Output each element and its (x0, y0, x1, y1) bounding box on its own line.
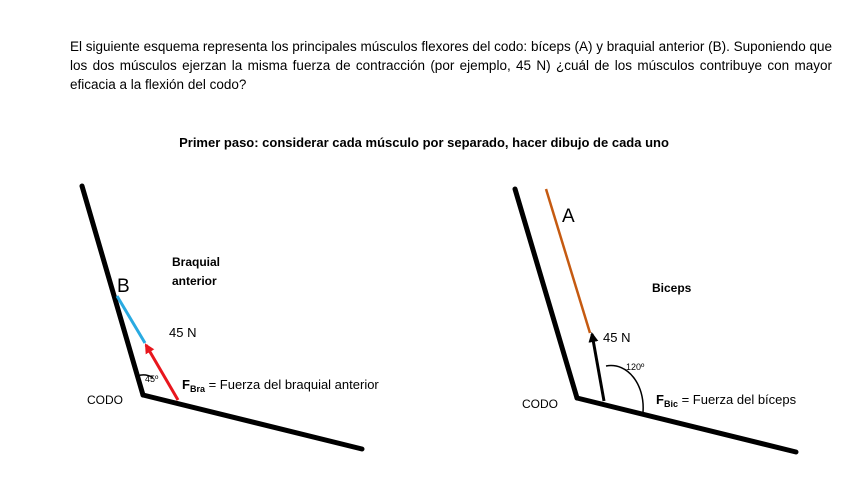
right-angle-label: 120º (626, 362, 645, 372)
right-force-symbol: F (656, 392, 664, 407)
left-upper-arm (82, 186, 143, 395)
left-force-description: = Fuerza del braquial anterior (204, 377, 379, 392)
left-muscle-letter: B (117, 276, 130, 297)
right-force-value: 45 N (603, 330, 631, 345)
right-force-description: = Fuerza del bíceps (677, 392, 797, 407)
right-joint-label: CODO (522, 397, 558, 411)
left-force-subscript: Bra (189, 384, 205, 394)
right-force-subscript: Bic (663, 399, 678, 409)
braquial-force-arrow (146, 345, 178, 400)
right-diagram-biceps (515, 189, 797, 452)
step-title: Primer paso: considerar cada músculo por separado, hacer dibujo de cada uno (179, 135, 669, 150)
problem-statement: El siguiente esquema representa los principales músculos flexores del codo: bíceps (A) y braquial anterior (B). Suponiendo que los dos músculos ejerzan la misma fuerza de contracción (por ejemplo, 45 N) ¿cuál de los músculos contribuye con mayor eficacia a la flexión del codo? (70, 39, 832, 92)
left-diagram-braquial (82, 186, 379, 449)
right-muscle-letter: A (562, 206, 575, 227)
right-force-legend (656, 392, 797, 409)
left-muscle-name-line1: Braquial (172, 255, 221, 269)
left-force-symbol: F (182, 377, 190, 392)
left-force-value: 45 N (169, 325, 197, 340)
left-muscle-name-line2: anterior (172, 274, 217, 288)
left-forearm (143, 395, 362, 449)
left-angle-label: 45º (145, 374, 159, 384)
left-force-legend (182, 377, 379, 394)
right-muscle-name: Biceps (652, 281, 692, 295)
left-joint-label: CODO (87, 393, 123, 407)
